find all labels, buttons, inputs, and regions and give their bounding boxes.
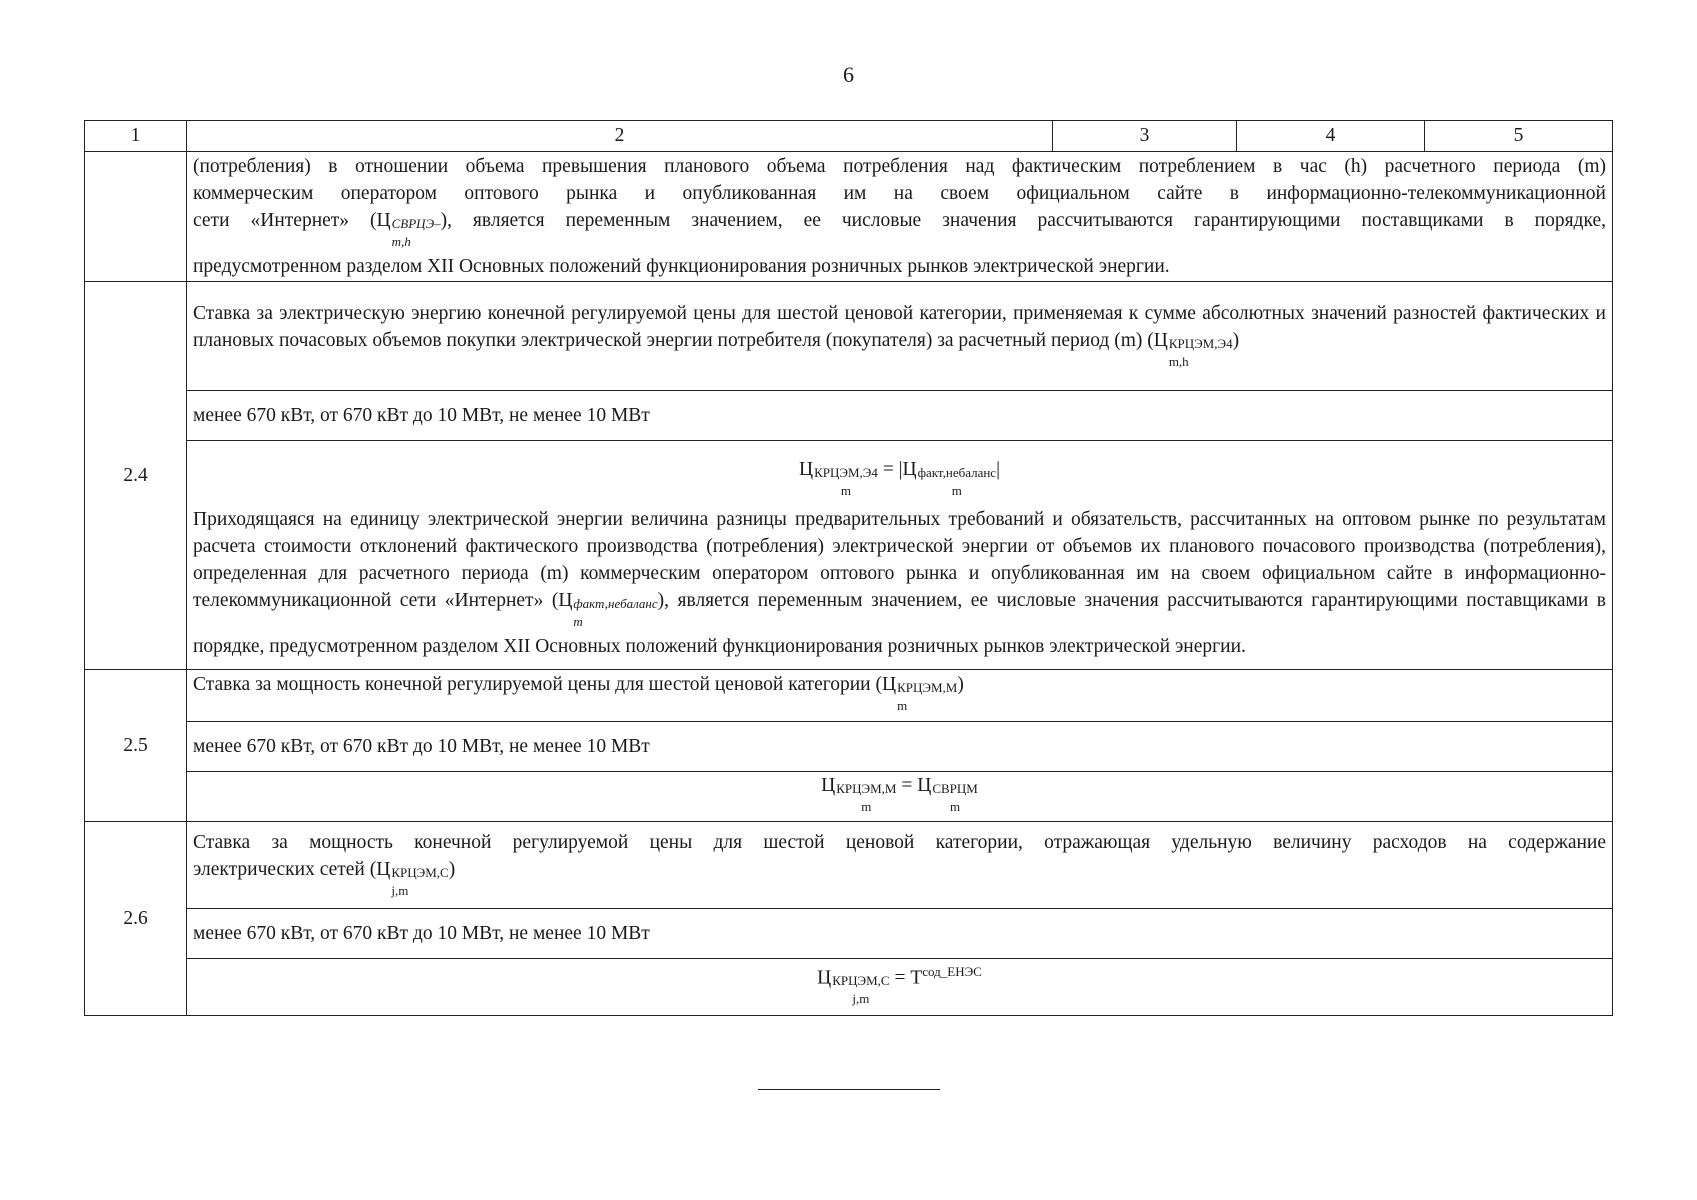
footer-rule (758, 1089, 940, 1090)
row-2-6-desc-line-1: Ставка за мощность конечной регулируемой цены для шестой ценовой категории, отражающая удельную величину расходов на содержание (193, 831, 1606, 853)
row-2-5-f-sub2: m (950, 799, 961, 814)
row-2-5-desc (85, 670, 1613, 722)
row-2-4-desc-close: ) (1232, 329, 1240, 351)
row-2-6-formula-row (85, 959, 1613, 1016)
row-2-4-f-sub2: m (951, 483, 962, 498)
row-2-5-formula-row (85, 772, 1613, 822)
row-2-5-f-base: Ц (821, 775, 836, 796)
row-2-4-f-eq: = |Ц (877, 459, 917, 480)
row-2-5-desc-a: Ставка за мощность конечной регулируемой цены для шестой ценовой категории (Ц (193, 674, 897, 695)
continuation-row (85, 152, 1613, 282)
row-2-5-desc-sub: m (897, 698, 908, 713)
row-2-4-f-base: Ц (798, 459, 814, 480)
row-2-5-desc-sup: КРЦЭМ,М (897, 680, 958, 695)
row-2-5-power-range: менее 670 кВт, от 670 кВт до 10 МВт, не менее 10 МВт (187, 722, 1613, 772)
row-2-5-f-eq: = Ц (896, 775, 932, 796)
row-2-4-desc-text: Ставка за электрическую энергию конечной регулируемой цены для шестой ценовой категории, применяемая к сумме абсолютных значений разностей фактических и плановых почасовых объемов покупки электрической энергии потребителя (покупателя) за расчетный (193, 302, 1606, 351)
row-2-4-f-sub: m (840, 483, 852, 498)
cont-line-2: коммерческим оператором оптового рынка и опубликованная им на своем официальном сайте в информационно-телекоммуникационной (193, 183, 1606, 204)
row-2-4-desc-sup: КРЦЭМ,Э4 (1168, 335, 1233, 351)
row-2-5-f-sup2: СВРЦМ (932, 781, 978, 796)
row-2-5-power (85, 722, 1613, 772)
row-2-6-power (85, 909, 1613, 959)
header-col-2: 2 (187, 121, 1053, 152)
continuation-text (187, 152, 1613, 282)
tariff-table (84, 120, 1613, 1016)
row-2-6-formula (187, 959, 1613, 1016)
row-2-4-expl-sub: m (573, 614, 583, 629)
row-2-6-power-range: менее 670 кВт, от 670 кВт до 10 МВт, не менее 10 МВт (187, 909, 1613, 959)
row-2-6-desc (85, 822, 1613, 909)
page-number: 6 (843, 62, 854, 87)
row-2-4-expl-sup: факт,небаланс (573, 596, 658, 611)
row-2-4-f-sup2: факт,небаланс (917, 465, 997, 480)
header-col-4: 4 (1237, 121, 1425, 152)
row-2-4-formula-cell (187, 441, 1613, 670)
cont-line-1: (потребления) в отношении объема превышения планового объема потребления над фактическим потреблением в час (h) расчетного периода (m) (193, 156, 1606, 177)
row-2-4-f-sup: КРЦЭМ,Э4 (814, 465, 878, 480)
row-2-5-description (187, 670, 1613, 722)
row-2-5-f-sub: m (861, 799, 872, 814)
header-col-3: 3 (1053, 121, 1237, 152)
row-2-4-power-range: менее 670 кВт, от 670 кВт до 10 МВт, не менее 10 МВт (187, 391, 1613, 441)
row-2-6-desc-line-2 (193, 856, 1606, 902)
header-row (85, 121, 1613, 152)
row-2-5-desc-close: ) (957, 674, 964, 695)
cont-line-3b: ), является переменным значением, ее числовые значения рассчитываются гарантирующими поставщиками в порядке, (440, 210, 1606, 231)
continuation-num-cell (85, 152, 187, 282)
header-col-1: 1 (85, 121, 187, 152)
row-2-6-f-sup2: сод_ЕНЭС (922, 963, 982, 979)
row-2-4-description (187, 282, 1613, 391)
row-2-6-desc-close: ) (448, 858, 456, 880)
row-2-4-expl-a: Приходящаяся на единицу электрической энергии величина разницы предварительных требований и обязательств, рассчитанных на оптовом рынке по результатам расчета стоимости отклонений фактического производства (потребления) электрической энергии от объемов их планового почасового производства (потребления), определенная для расчетного периода (m) коммерческим оператором оптового рынка и опубликованная им на своем официальном сайте в информационно-телекоммуникационной сети «Интернет» (Ц (193, 509, 1606, 611)
row-2-5-f-sup: КРЦЭМ,М (836, 781, 897, 796)
row-2-6-desc-sub: j,m (391, 882, 409, 898)
cont-line-3 (193, 207, 1606, 253)
row-2-5-number: 2.5 (85, 670, 187, 822)
row-2-5-formula (187, 772, 1613, 822)
row-2-6-description (187, 822, 1613, 909)
row-2-6-desc-b: электрических сетей (Ц (193, 858, 391, 880)
cont-line-3a: сети «Интернет» (Ц (193, 210, 391, 231)
row-2-6-f-sup: КРЦЭМ,С (832, 973, 890, 989)
row-2-4-desc-tail: период (m) (Ц (1050, 329, 1168, 351)
row-2-4-number: 2.4 (85, 282, 187, 670)
row-2-6-f-eq: = T (889, 967, 923, 989)
row-2-4-power (85, 391, 1613, 441)
row-2-6-number: 2.6 (85, 822, 187, 1016)
row-2-4-explanation (193, 506, 1606, 660)
row-2-4-desc-sub: m,h (1168, 353, 1189, 369)
row-2-4-expl-b: ), является переменным значением, ее числовые значения рассчитываются гарантирующими поставщиками в порядке, предусмотренном разделом XII Основных положений функционирования розничных рынков электрической энергии. (193, 590, 1606, 657)
row-2-6-f-sub: j,m (852, 991, 870, 1007)
cont-sub: m,h (391, 234, 411, 249)
row-2-4-desc (85, 282, 1613, 391)
cont-sup: СВРЦЭ– (391, 216, 441, 231)
row-2-6-f-base: Ц (817, 967, 832, 989)
row-2-4-f-end: | (996, 459, 1000, 480)
cont-line-4: предусмотренном разделом XII Основных положений функционирования розничных рынков электрической энергии. (193, 256, 1170, 277)
header-col-5: 5 (1425, 121, 1613, 152)
row-2-4-formula (193, 456, 1606, 502)
row-2-4-formula-row (85, 441, 1613, 670)
row-2-6-desc-sup: КРЦЭМ,С (391, 864, 449, 880)
